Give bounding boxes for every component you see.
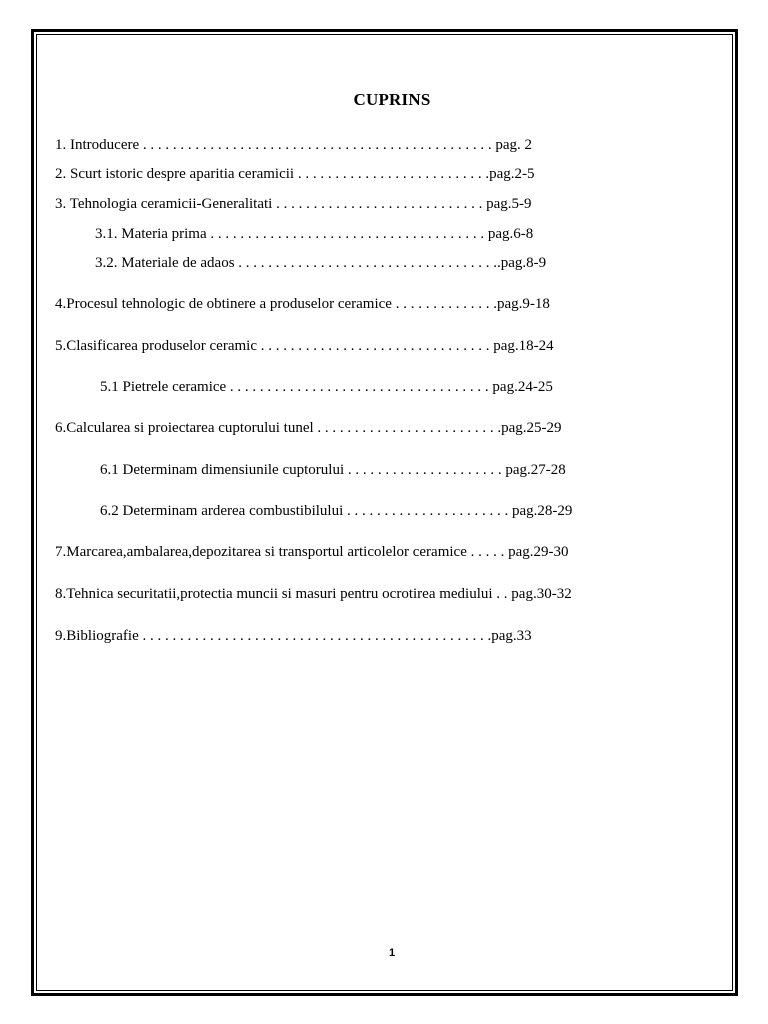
toc-entry-tehnica: 8.Tehnica securitatii,protectia muncii si masuri pentru ocrotirea mediului . . pag.30-32 — [55, 586, 572, 602]
toc-entry-arderea: 6.2 Determinam arderea combustibilului . . . . . . . . . . . . . . . . . . . . . . pag.28-29 — [100, 503, 573, 519]
page-title: CUPRINS — [353, 90, 431, 109]
toc-entry-dimensiunile: 6.1 Determinam dimensiunile cuptorului . . . . . . . . . . . . . . . . . . . . . pag.27-28 — [100, 462, 566, 478]
toc-entry-materia-prima: 3.1. Materia prima . . . . . . . . . . . . . . . . . . . . . . . . . . . . . . . . . . . . . pag.6-8 — [95, 226, 534, 242]
toc-entry-materiale-adaos: 3.2. Materiale de adaos . . . . . . . . . . . . . . . . . . . . . . . . . . . . . . . . . . ..pag.8-9 — [95, 255, 547, 271]
toc-entry-scurt-istoric: 2. Scurt istoric despre aparitia ceramicii . . . . . . . . . . . . . . . . . . . . . . . . . .pag.2-5 — [55, 166, 535, 182]
toc-entry-introducere: 1. Introducere . . . . . . . . . . . . . . . . . . . . . . . . . . . . . . . . . . . . . . . . . . . . . . . pag. 2 — [55, 137, 533, 153]
toc-entry-tehnologia: 3. Tehnologia ceramicii-Generalitati . . . . . . . . . . . . . . . . . . . . . . . . . . . . pag.5-9 — [55, 196, 532, 212]
toc-entry-calcularea: 6.Calcularea si proiectarea cuptorului tunel . . . . . . . . . . . . . . . . . . . . . . . . .pag.25-29 — [55, 420, 562, 436]
toc-entry-marcarea: 7.Marcarea,ambalarea,depozitarea si transportul articolelor ceramice . . . . . pag.29-30 — [55, 544, 569, 560]
toc-entry-pietrele: 5.1 Pietrele ceramice . . . . . . . . . . . . . . . . . . . . . . . . . . . . . . . . . . . pag.24-25 — [100, 379, 553, 395]
toc-entry-procesul: 4.Procesul tehnologic de obtinere a produselor ceramice . . . . . . . . . . . . . .pag.9-18 — [55, 296, 550, 312]
page-number: 1 — [388, 947, 396, 959]
toc-entry-clasificarea: 5.Clasificarea produselor ceramic . . . . . . . . . . . . . . . . . . . . . . . . . . . . . . . pag.18-24 — [55, 338, 554, 354]
toc-entry-bibliografie: 9.Bibliografie . . . . . . . . . . . . . . . . . . . . . . . . . . . . . . . . . . . . . . . . . . . . . . .pag.33 — [55, 628, 532, 644]
